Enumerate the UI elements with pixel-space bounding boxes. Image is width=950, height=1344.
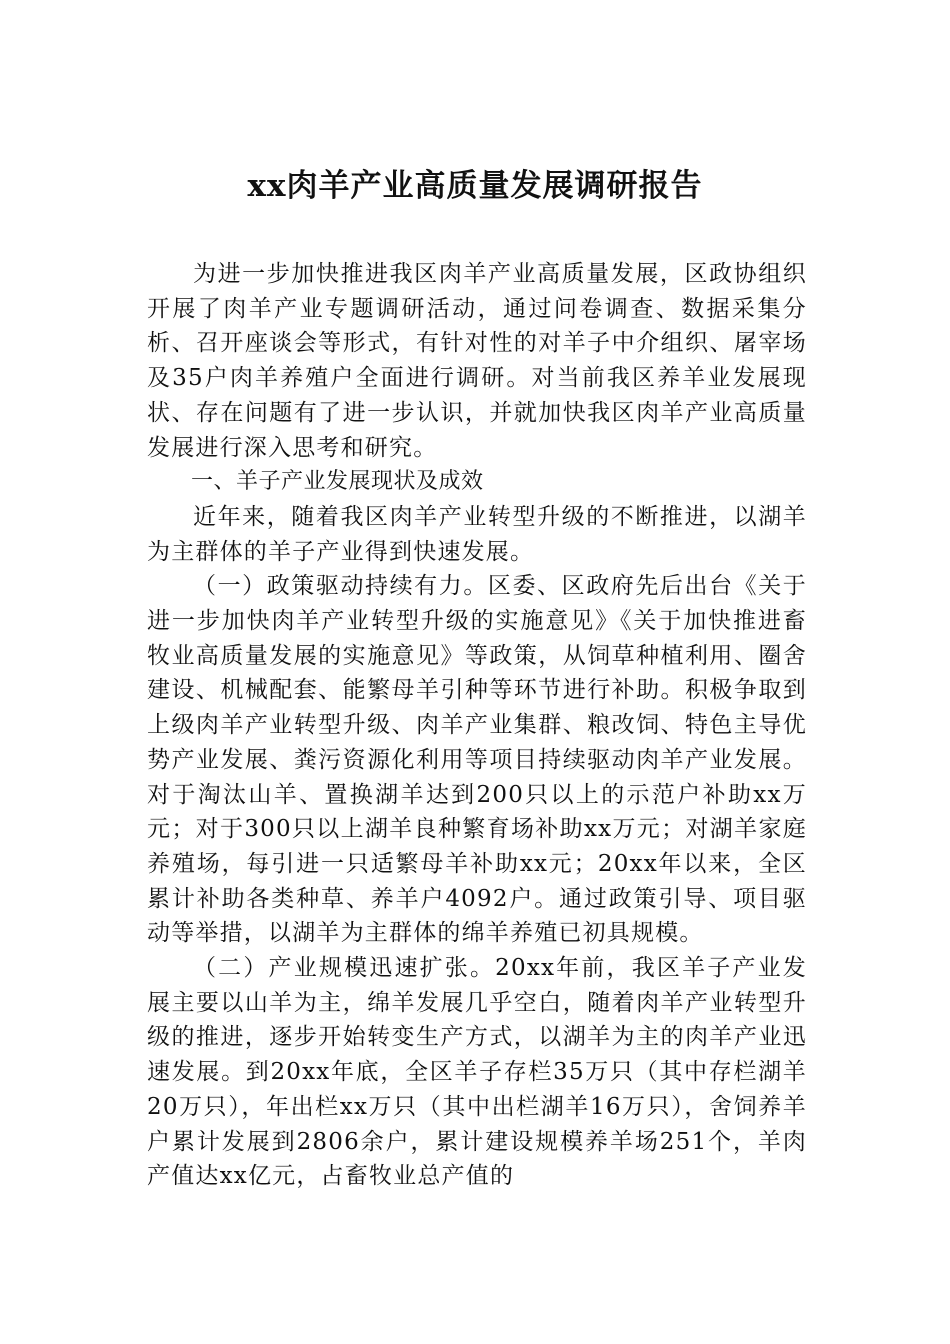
section-heading-1: 一、羊子产业发展现状及成效: [191, 469, 484, 495]
document-body: [147, 257, 807, 1194]
scale-paragraph: （二）产业规模迅速扩张。20xx年前，我区羊子产业发展主要以山羊为主，绵羊发展几乎空白，随着肉羊产业转型升级的推进，逐步开始转变生产方式，以湖羊为主的肉羊产业迅速发展。到20xx年底，全区羊子存栏35万只（其中存栏湖羊20万只），年出栏xx万只（其中出栏湖羊16万只），舍饲养羊户累计发展到2806余户，累计建设规模养羊场251个，羊肉产值达xx亿元，占畜牧业总产值的: [147, 955, 807, 1190]
policy-paragraph: （一）政策驱动持续有力。区委、区政府先后出台《关于进一步加快肉羊产业转型升级的实施意见》《关于加快推进畜牧业高质量发展的实施意见》等政策，从饲草种植利用、圈舍建设、机械配套、能繁母羊引种等环节进行补助。积极争取到上级肉羊产业转型升级、肉羊产业集群、粮改饲、特色主导优势产业发展、粪污资源化利用等项目持续驱动肉羊产业发展。对于淘汰山羊、置换湖羊达到200只以上的示范户补助xx万元；对于300只以上湖羊良种繁育场补助xx万元；对湖羊家庭养殖场，每引进一只适繁母羊补助xx元；20xx年以来，全区累计补助各类种草、养羊户4092户。通过政策引导、项目驱动等举措，以湖羊为主群体的绵羊养殖已初具规模。: [147, 573, 807, 947]
document-title: xx肉羊产业高质量发展调研报告: [247, 168, 703, 204]
intro-paragraph: 为进一步加快推进我区肉羊产业高质量发展，区政协组织开展了肉羊产业专题调研活动，通过问卷调查、数据采集分析、召开座谈会等形式，有针对性的对羊子中介组织、屠宰场及35户肉羊养殖户全面进行调研。对当前我区养羊业发展现状、存在问题有了进一步认识，并就加快我区肉羊产业高质量发展进行深入思考和研究。: [147, 261, 807, 461]
section-intro-paragraph: 近年来，随着我区肉羊产业转型升级的不断推进，以湖羊为主群体的羊子产业得到快速发展。: [147, 503, 807, 565]
